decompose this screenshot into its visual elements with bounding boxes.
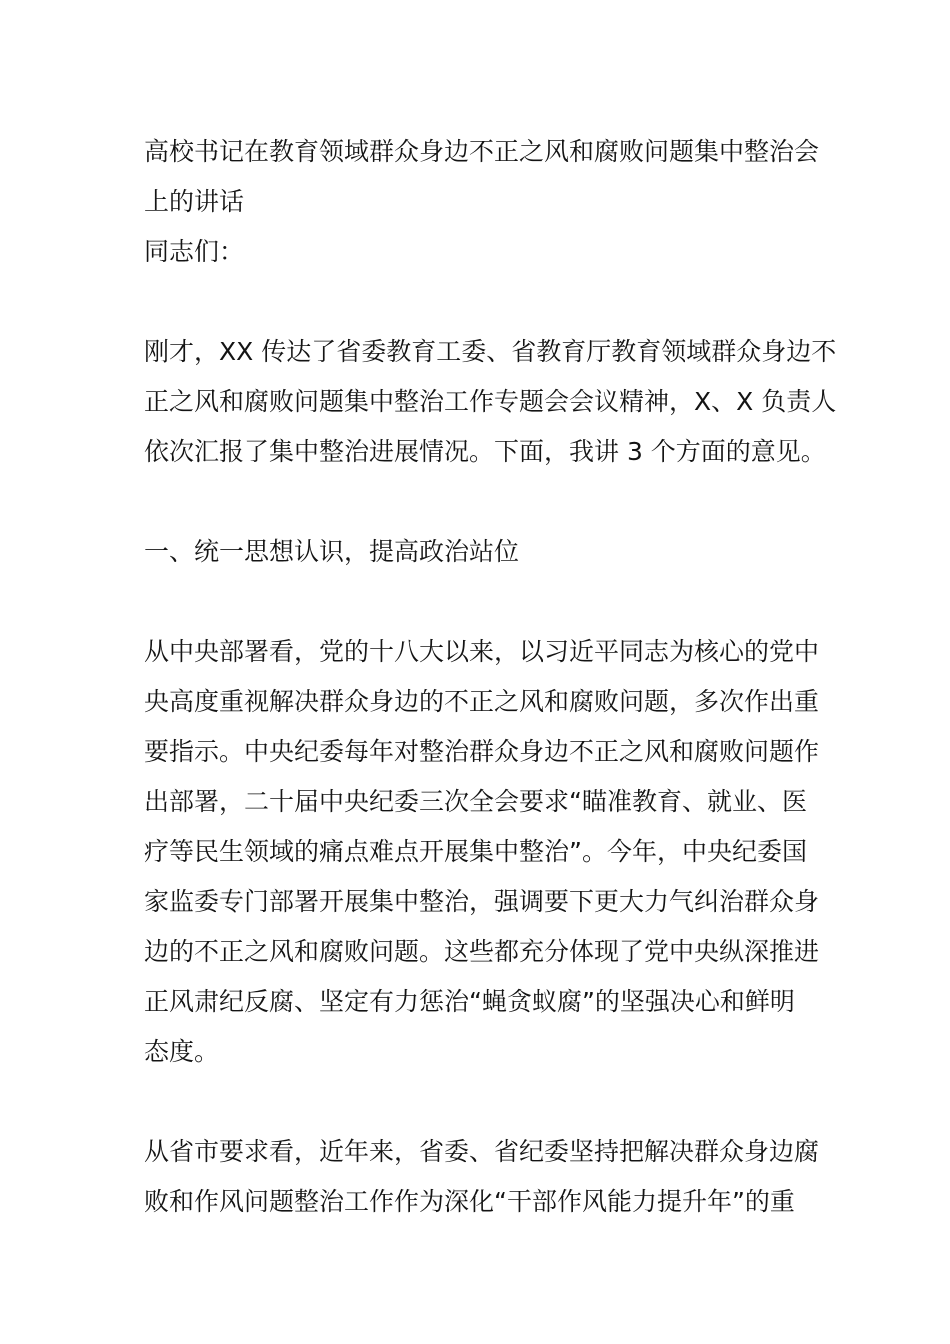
intro-paragraph	[144, 327, 837, 477]
document-title	[144, 127, 820, 227]
paragraph-line: 态度。	[144, 1037, 220, 1066]
paragraph-line: 出部署，二十届中央纪委三次全会要求“瞄准教育、就业、医	[144, 787, 807, 816]
body-paragraph	[144, 1127, 820, 1227]
paragraph-line: 央高度重视解决群众身边的不正之风和腐败问题，多次作出重	[144, 687, 820, 716]
body-paragraph	[144, 627, 820, 1077]
paragraph-gap	[144, 477, 808, 527]
paragraph-line: 边的不正之风和腐败问题。这些都充分体现了党中央纵深推进	[144, 937, 820, 966]
section-heading: 一、统一思想认识，提高政治站位	[144, 537, 520, 566]
title-line: 上的讲话	[144, 187, 245, 216]
title-line: 高校书记在教育领域群众身边不正之风和腐败问题集中整治会	[144, 137, 820, 166]
paragraph-line: 从中央部署看，党的十八大以来，以习近平同志为核心的党中	[144, 637, 820, 666]
paragraph-line: 刚才，XX 传达了省委教育工委、省教育厅教育领域群众身边不	[144, 337, 837, 366]
salutation: 同志们：	[144, 237, 245, 266]
paragraph-line: 疗等民生领域的痛点难点开展集中整治”。今年，中央纪委国	[144, 837, 807, 866]
paragraph-line: 家监委专门部署开展集中整治，强调要下更大力气纠治群众身	[144, 887, 820, 916]
paragraph-line: 从省市要求看，近年来，省委、省纪委坚持把解决群众身边腐	[144, 1137, 820, 1166]
paragraph-gap	[144, 1077, 808, 1127]
paragraph-gap	[144, 277, 808, 327]
paragraph-line: 败和作风问题整治工作作为深化“干部作风能力提升年”的重	[144, 1187, 795, 1216]
paragraph-line: 正风肃纪反腐、坚定有力惩治“蝇贪蚁腐”的坚强决心和鲜明	[144, 987, 795, 1016]
paragraph-line: 正之风和腐败问题集中整治工作专题会会议精神，X、X 负责人	[144, 387, 837, 416]
paragraph-line: 要指示。中央纪委每年对整治群众身边不正之风和腐败问题作	[144, 737, 820, 766]
paragraph-gap	[144, 577, 808, 627]
paragraph-line: 依次汇报了集中整治进展情况。下面，我讲 3 个方面的意见。	[144, 437, 826, 466]
document-page	[144, 127, 837, 1227]
